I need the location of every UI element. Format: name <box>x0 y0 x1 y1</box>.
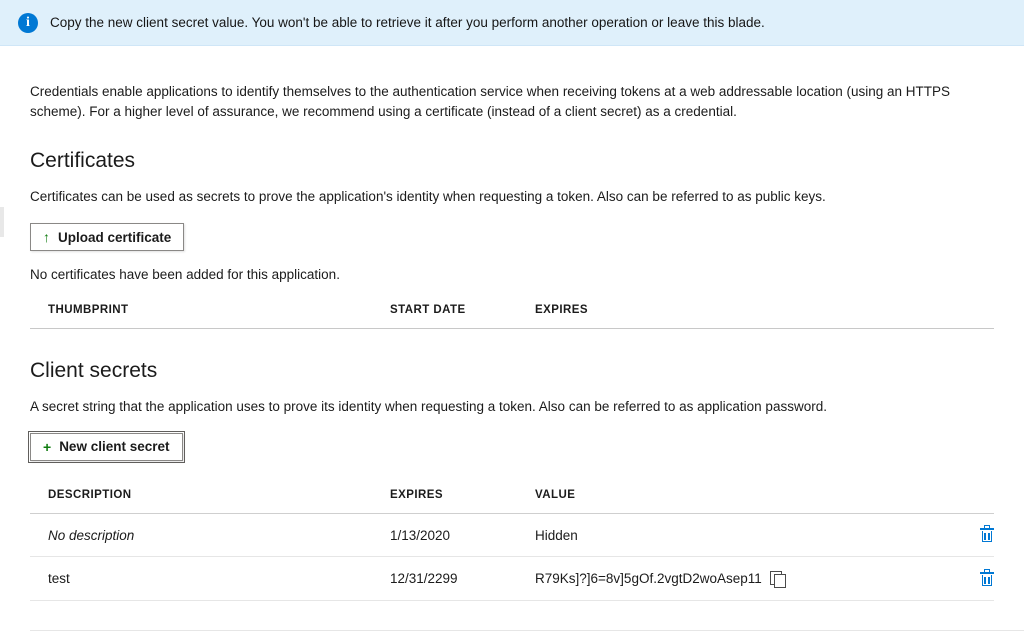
client-secrets-description: A secret string that the application uses to prove its identity when requesting a token. Also can be referred to as application password. <box>30 398 827 414</box>
secret-delete-cell <box>954 513 994 556</box>
upload-certificate-button[interactable] <box>30 223 184 251</box>
certificates-col-expires: EXPIRES <box>535 294 994 329</box>
secret-value-cell <box>535 557 954 600</box>
info-banner <box>0 0 1024 46</box>
secret-description: No description <box>30 513 390 556</box>
certificates-description: Certificates can be used as secrets to prove the application's identity when requesting a token. Also can be referred to as public keys. <box>30 188 826 204</box>
no-certificates-note: No certificates have been added for this application. <box>30 267 340 283</box>
trash-icon[interactable] <box>980 527 994 543</box>
secret-description: test <box>30 557 390 600</box>
secrets-col-expires: EXPIRES <box>390 479 535 514</box>
credentials-intro-text: Credentials enable applications to identify themselves to the authentication service when receiving tokens at a web addressable location (using an HTTPS scheme). For a higher level of assurance, we recommend using a certificate (instead of a client secret) as a credential. <box>30 83 951 120</box>
secret-value: Hidden <box>535 513 954 556</box>
table-row <box>30 513 994 556</box>
client-secrets-table-header-row <box>30 479 994 514</box>
secret-delete-cell <box>954 557 994 600</box>
secrets-col-value: VALUE <box>535 479 954 514</box>
secret-expires: 12/31/2299 <box>390 557 535 600</box>
plus-icon: + <box>43 438 52 455</box>
client-secrets-table-body <box>30 513 994 600</box>
upload-certificate-label: Upload certificate <box>58 229 172 245</box>
client-secrets-heading: Client secrets <box>30 359 158 383</box>
new-client-secret-button[interactable] <box>30 433 183 461</box>
certificates-heading: Certificates <box>30 149 136 173</box>
secret-expires: 1/13/2020 <box>390 513 535 556</box>
upload-icon: ↑ <box>43 229 50 246</box>
table-row <box>30 557 994 600</box>
certificates-col-start-date: START DATE <box>390 294 535 329</box>
certificates-col-thumbprint: THUMBPRINT <box>30 294 390 329</box>
secrets-col-description: DESCRIPTION <box>30 479 390 514</box>
trash-icon[interactable] <box>980 571 994 587</box>
left-rail <box>0 47 5 631</box>
main-content <box>0 46 1024 601</box>
certificates-table-header-row <box>30 294 994 329</box>
info-icon: i <box>18 13 38 33</box>
secrets-col-actions <box>954 479 994 514</box>
info-banner-message: Copy the new client secret value. You won't be able to retrieve it after you perform another operation or leave this blade. <box>50 15 765 30</box>
client-secrets-table <box>30 479 994 601</box>
secret-value: R79Ks]?]6=8v]5gOf.2vgtD2woAsep11 <box>535 571 762 586</box>
copy-icon[interactable] <box>770 571 785 587</box>
new-client-secret-label: New client secret <box>59 439 170 455</box>
certificates-table <box>30 294 994 329</box>
rail-tick <box>0 207 4 237</box>
